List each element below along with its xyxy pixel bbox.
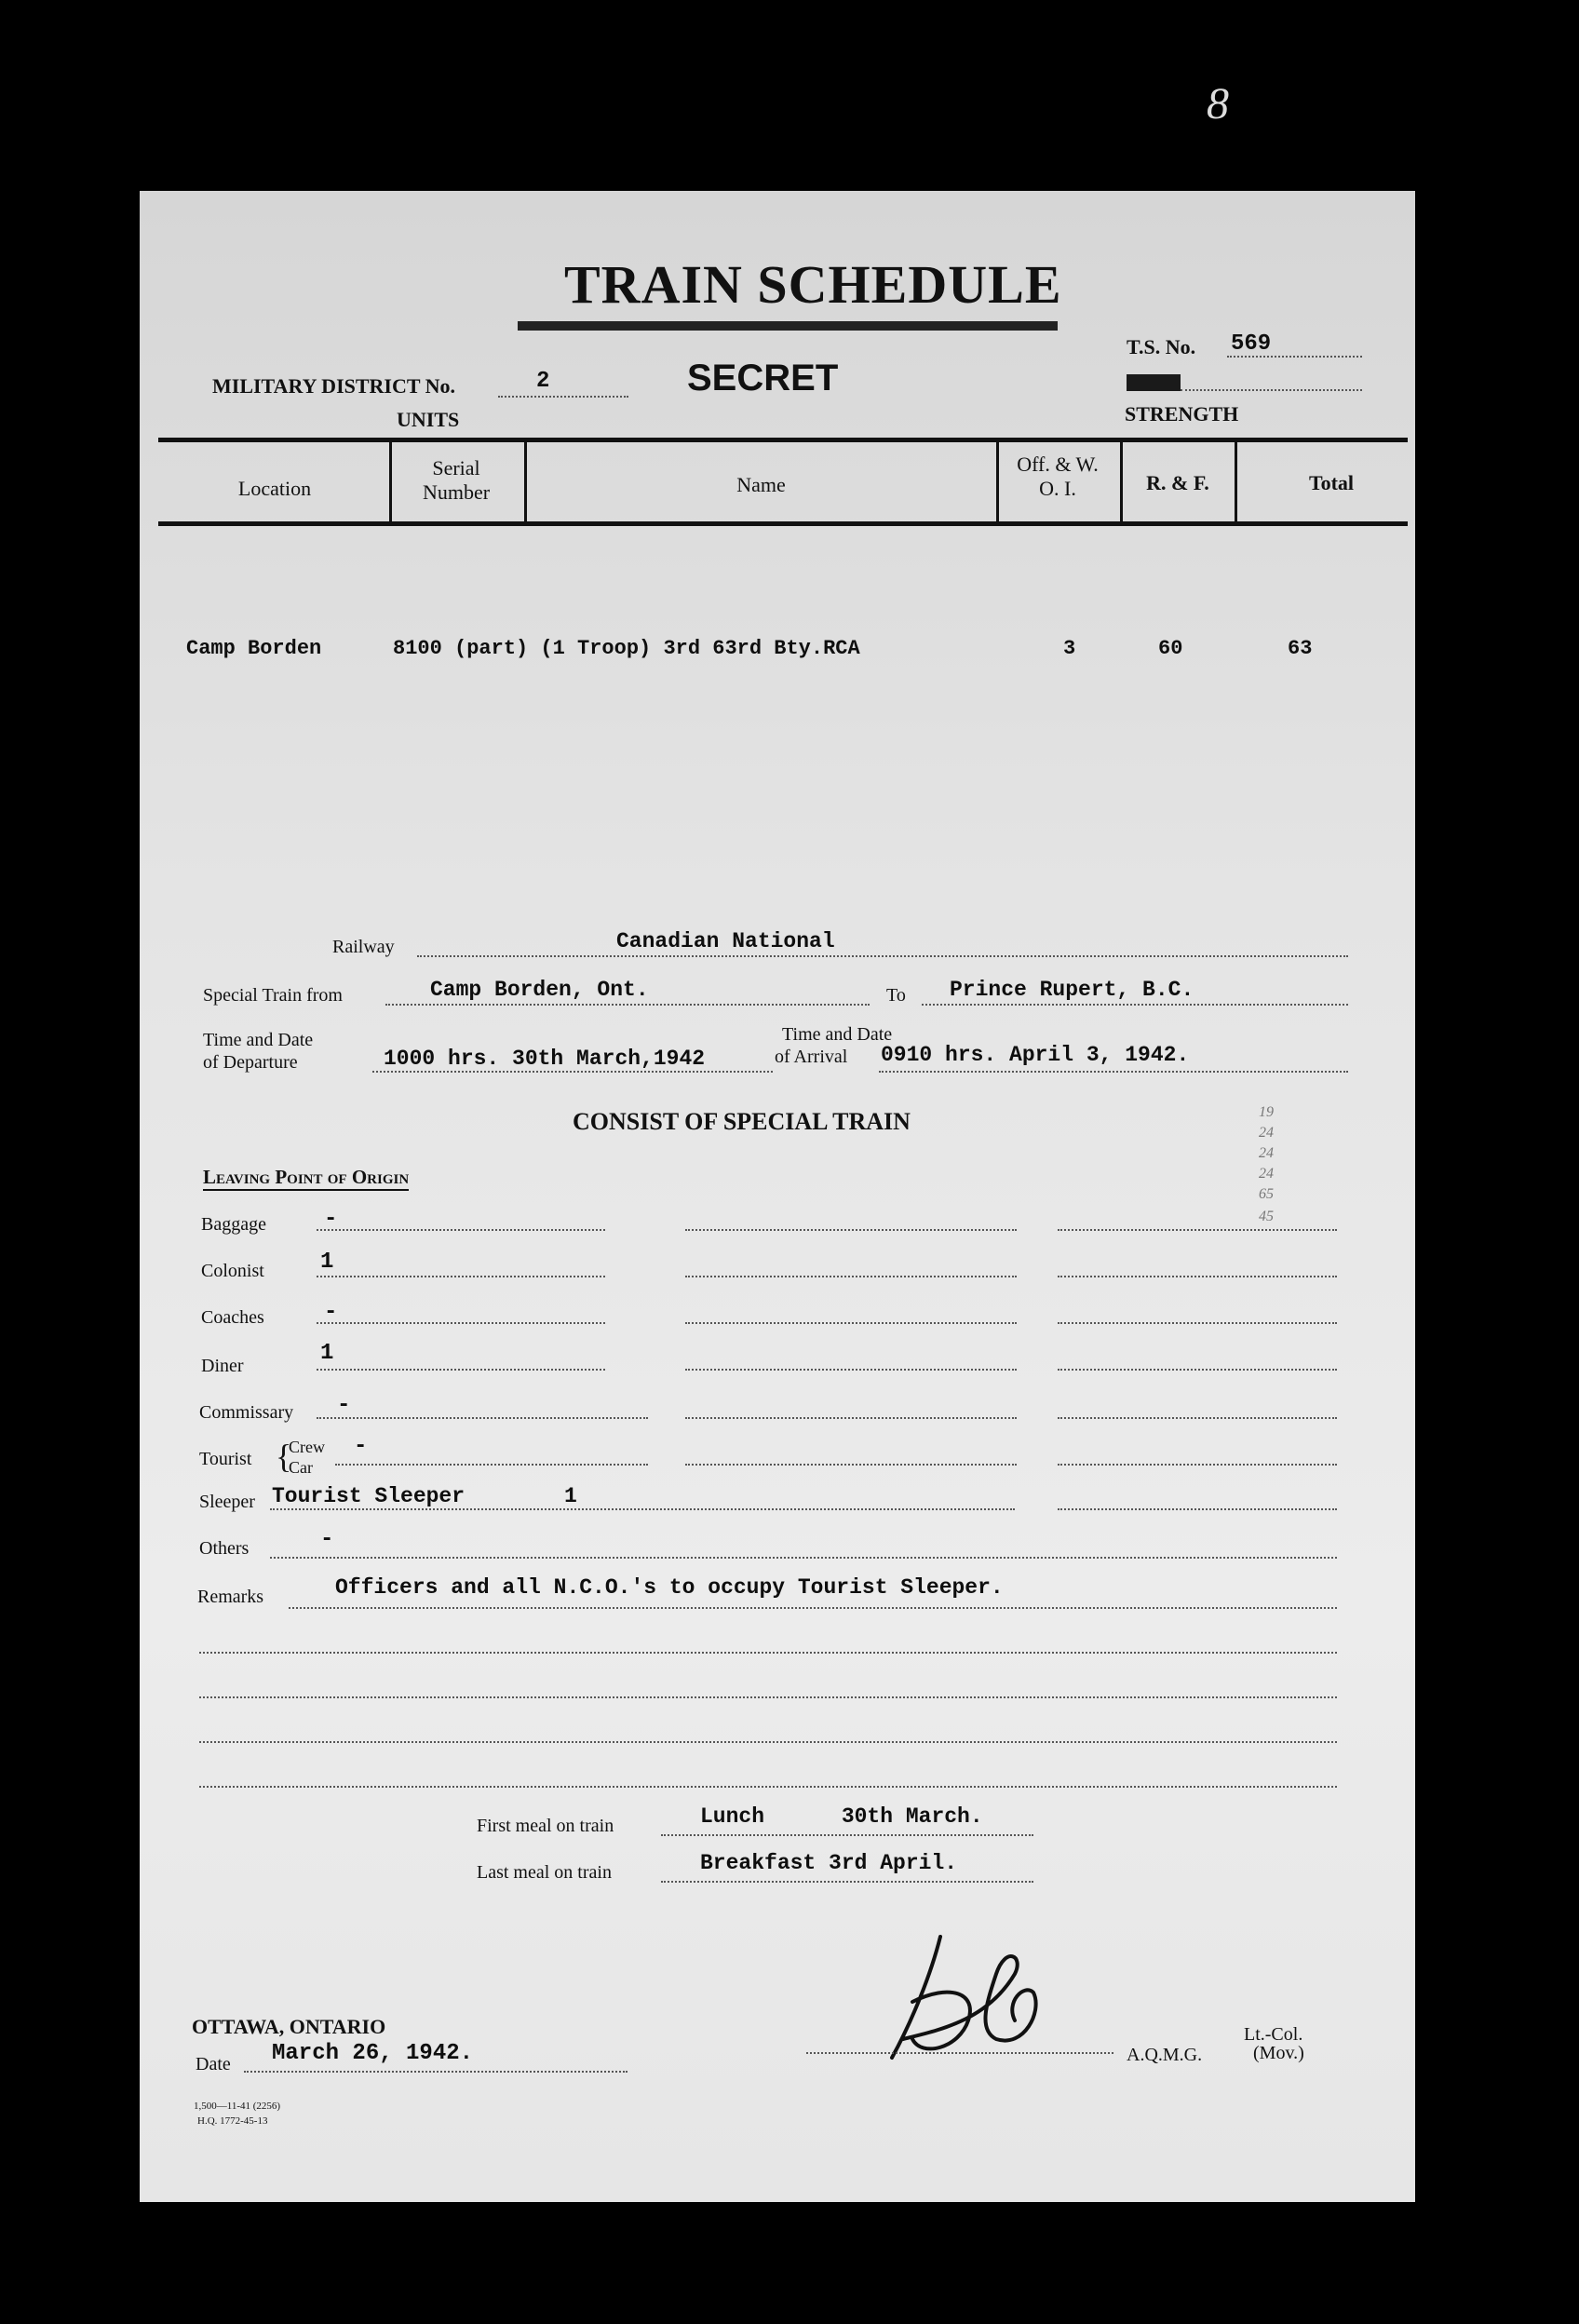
date-line [244,2071,628,2073]
from-line [385,1004,870,1006]
col-header-rf: R. & F. [1146,471,1209,494]
strength-label: STRENGTH [1125,402,1239,426]
table-row-serial-name: 8100 (part) (1 Troop) 3rd 63rd Bty.RCA [393,637,860,660]
consist-col-line [1058,1508,1337,1510]
others-value: - [320,1527,334,1552]
ts-no-value: 569 [1231,331,1272,357]
consist-col-line [685,1369,1017,1371]
consist-col-line [317,1276,605,1277]
col-header-location: Location [237,477,312,500]
consist-col-line [685,1464,1017,1466]
margin-note: 19 [1259,1104,1274,1120]
table-row-off: 3 [1063,637,1076,660]
commissary-value: - [337,1393,351,1418]
to-line [922,1004,1348,1006]
first-meal-line [661,1834,1033,1836]
remarks-line [199,1696,1337,1698]
remarks-line [199,1652,1337,1654]
corner-mark: 8 [1207,79,1229,128]
signature-line [806,2052,1113,2054]
arrival-label-1: Time and Date [782,1024,893,1045]
place-label: OTTAWA, ONTARIO [192,2015,386,2038]
departure-value: 1000 hrs. 30th March,1942 [384,1047,706,1071]
date-label: Date [196,2054,231,2074]
arrival-line [879,1071,1348,1073]
consist-col-line [685,1229,1017,1231]
form-code-2: H.Q. 1772-45-13 [197,2115,268,2127]
margin-note: 24 [1259,1145,1274,1161]
last-meal-line [661,1881,1033,1883]
col-header-serial: Serial Number [422,456,491,504]
margin-note: 24 [1259,1125,1274,1141]
to-label: To [886,985,906,1006]
consist-col-line [1058,1322,1337,1324]
to-value: Prince Rupert, B.C. [950,978,1194,1002]
title-strikeout [518,321,1058,331]
consist-col-line [317,1369,605,1371]
remarks-line [289,1607,1337,1609]
classification-label: SECRET [687,358,839,399]
consist-col-line [1058,1229,1337,1231]
consist-col-line [685,1417,1017,1419]
coaches-value: - [324,1300,338,1325]
last-meal-label: Last meal on train [477,1862,612,1883]
col-divider-1 [389,438,392,526]
col-header-total: Total [1308,471,1355,494]
remarks-value: Officers and all N.C.O.'s to occupy Tourist Sleeper. [335,1575,1004,1600]
table-row-rf: 60 [1158,637,1183,660]
departure-line [372,1071,773,1073]
coaches-label: Coaches [201,1307,264,1328]
consist-col-line [317,1229,605,1231]
consist-col-line [1058,1464,1337,1466]
last-meal-value: Breakfast 3rd April. [700,1851,958,1875]
col-divider-4 [1120,438,1123,526]
from-value: Camp Borden, Ont. [430,978,649,1002]
margin-note: 24 [1259,1166,1274,1182]
consist-col-line [270,1557,1337,1559]
sleeper-value: Tourist Sleeper [272,1484,466,1508]
consist-col-line [1058,1369,1337,1371]
margin-note: 65 [1259,1186,1274,1202]
railway-line [417,955,1348,957]
date-value: March 26, 1942. [272,2041,474,2066]
consist-col-line [335,1464,648,1466]
col-divider-3 [996,438,999,526]
col-header-off-woi: Off. & W. O. I. [1017,453,1099,500]
military-district-line [498,396,628,398]
table-top-rule [158,438,1408,442]
others-label: Others [199,1538,250,1559]
diner-value: 1 [320,1341,334,1366]
consist-heading: CONSIST OF SPECIAL TRAIN [573,1108,911,1135]
rank-label-1: Lt.-Col. [1244,2024,1303,2045]
commissary-label: Commissary [199,1402,294,1423]
col-header-name: Name [736,473,786,496]
car-label: Car [289,1458,313,1477]
sleeper-count: 1 [564,1484,577,1508]
tourist-label: Tourist [199,1449,252,1469]
margin-note: 45 [1259,1209,1274,1224]
sleeper-label: Sleeper [199,1492,255,1512]
table-row-location: Camp Borden [186,637,322,660]
first-meal-label: First meal on train [477,1816,614,1836]
aqmg-label: A.Q.M.G. [1127,2045,1203,2065]
railway-label: Railway [332,937,395,957]
arrival-label-2: of Arrival [775,1047,848,1067]
document-title: TRAIN SCHEDULE [564,254,1062,315]
consist-col-line [317,1417,648,1419]
table-header-bottom-rule [158,521,1408,526]
departure-label-2: of Departure [203,1052,298,1073]
consist-col-line [1058,1417,1337,1419]
baggage-label: Baggage [201,1214,266,1235]
baggage-value: - [324,1207,338,1232]
consist-col-line [270,1508,1015,1510]
departure-label-1: Time and Date [203,1030,314,1050]
remarks-label: Remarks [197,1587,264,1607]
consist-subheading: Leaving Point of Origin [203,1166,409,1191]
military-district-label: MILITARY DISTRICT No. [212,374,456,398]
consist-col-line [685,1322,1017,1324]
remarks-line [199,1786,1337,1788]
struck-line [1181,389,1362,391]
remarks-line [199,1741,1337,1743]
crew-label: Crew [289,1438,325,1456]
tourist-brace: { [276,1438,292,1475]
diner-label: Diner [201,1356,244,1376]
colonist-label: Colonist [201,1261,264,1281]
units-label: UNITS [397,408,460,431]
railway-value: Canadian National [616,929,835,953]
table-row-total: 63 [1288,637,1313,660]
consist-col-line [685,1276,1017,1277]
consist-col-line [1058,1276,1337,1277]
form-code-1: 1,500—11-41 (2256) [194,2101,281,2112]
ts-no-label: T.S. No. [1127,335,1196,358]
from-label: Special Train from [203,985,343,1006]
struck-label [1127,374,1181,391]
colonist-value: 1 [320,1250,334,1275]
col-divider-2 [524,438,527,526]
tourist-value: - [354,1434,368,1459]
first-meal-value: Lunch 30th March. [700,1804,983,1829]
rank-label-2: (Mov.) [1253,2043,1304,2063]
military-district-value: 2 [536,369,550,394]
col-divider-5 [1235,438,1237,526]
consist-col-line [317,1322,605,1324]
arrival-value: 0910 hrs. April 3, 1942. [881,1043,1190,1067]
